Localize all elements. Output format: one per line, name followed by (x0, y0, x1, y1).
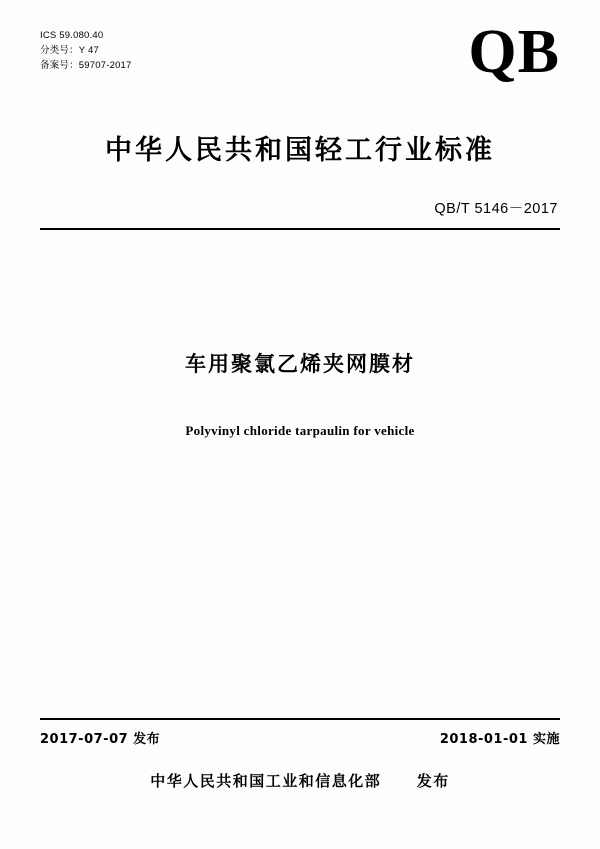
cover-content (40, 18, 560, 818)
issuer-line (40, 770, 560, 791)
page-title: 中华人民共和国轻工行业标准 (105, 135, 495, 166)
document-title-cn: 车用聚氯乙烯夹网膜材 (185, 352, 415, 376)
standard-number: QB/T 5146－2017 (434, 201, 558, 217)
ics-code: ICS 59.080.40 (40, 30, 104, 41)
document-title-en: Polyvinyl chloride tarpaulin for vehicle (185, 423, 415, 438)
issue-date: 2017-07-07 发布 (40, 732, 161, 747)
issuer-action: 发布 (416, 772, 450, 790)
divider-bottom (40, 718, 560, 720)
classification-meta (40, 28, 132, 73)
qb-mark: QB (468, 18, 560, 86)
record-number: 备案号：59707-2017 (40, 60, 132, 71)
effective-date: 2018-01-01 实施 (439, 732, 560, 747)
issuer-organization: 中华人民共和国工业和信息化部 (150, 772, 382, 790)
dates-row (40, 728, 560, 747)
header-bar (40, 18, 560, 102)
divider-top (40, 228, 560, 230)
classification-number: 分类号：Y 47 (40, 45, 99, 56)
